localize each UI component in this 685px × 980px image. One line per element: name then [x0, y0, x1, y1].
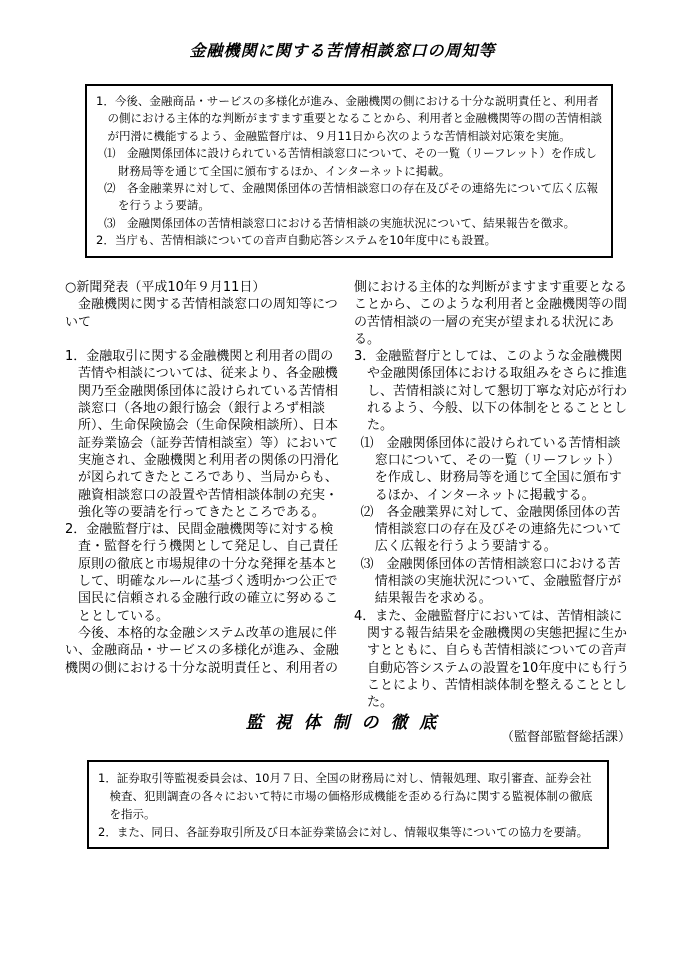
surveillance-box — [87, 760, 609, 849]
document-title: 金融機関に関する苦情相談窓口の周知等 — [189, 41, 496, 60]
summary-item-1-sub-3: ⑶ 金融関係団体の苦情相談窓口における苦情相談の実施状況について、結果報告を徴求。 — [104, 215, 576, 230]
body-paragraph-3-sub-1: ⑴ 金融関係団体に設けられている苦情相談窓口について、その一覧（リーフレット）を作成し、財務局等を通じて全国に頒布するほか、インターネットに掲載する。 — [360, 435, 622, 503]
body-paragraph-2-continued: 今後、本格的な金融システム改革の進展に伴い、金融商品・サービスの多様化が進み、金融機関の側における十分な説明責任と、利用者の — [65, 625, 339, 676]
press-release-body — [65, 279, 631, 746]
surveillance-item-1: 1．証券取引等監視委員会は、10月７日、全国の財務局に対し、情報処理、取引審査、証券会社検査、犯則調査の各々において特に市場の価格形成機能を歪める行為に関する監視体制の徹底を指示。 — [98, 771, 593, 821]
press-release-subject: 金融機関に関する苦情相談窓口の周知等について — [65, 297, 338, 330]
body-paragraph-3-sub-2: ⑵ 各金融業界に対して、金融関係団体の苦情相談窓口の存在及びその連絡先について広く広報を行うよう要請する。 — [360, 504, 622, 555]
summary-box — [85, 84, 613, 258]
left-column — [65, 279, 342, 746]
summary-item-1: 1．今後、金融商品・サービスの多様化が進み、金融機関の側における十分な説明責任と、利用者の側における主体的な判断がますます重要となることから、利用者と金融機関等の間の苦情相談が円滑に機能するよう、金融監督庁は、９月11日から次のような苦情相談対応策を実施。 — [96, 94, 602, 143]
surveillance-item-2: 2．また、同日、各証券取引所及び日本証券業協会に対し、情報収集等についての協力を要請。 — [98, 825, 589, 839]
press-release-heading-line: ○新聞発表（平成10年９月11日） — [65, 280, 266, 295]
summary-item-1-sub-2: ⑵ 各金融業界に対して、金融関係団体の苦情相談窓口の存在及びその連絡先について広く広報を行うよう要請。 — [104, 181, 599, 213]
summary-item-1-sub-1: ⑴ 金融関係団体に設けられている苦情相談窓口について、その一覧（リーフレット）を作成し財務局等を通じて全国に頒布するほか、インターネットに掲載。 — [104, 146, 597, 178]
body-paragraph-3-sub-3: ⑶ 金融関係団体の苦情相談窓口における苦情相談の実施状況について、金融監督庁が結果報告を求める。 — [360, 556, 622, 607]
body-paragraph-2: 2．金融監督庁は、民間金融機関等に対する検査・監督を行う機関として発足し、自己責任原則の徹底と市場規律の十分な発揮を基本として、明確なルールに基づく透明かつ公正で国民に信頼される金融行政の確立に努めることとしている。 — [65, 522, 339, 624]
body-paragraph-4: 4．また、金融監督庁においては、苦情相談に関する報告結果を金融機関の実態把握に生かすとともに、自らも苦情相談についての音声自動応答システムの設置を10年度中にも行うことにより、苦情相談体制を整えることとした。 — [354, 608, 630, 711]
body-paragraph-3: 3．金融監督庁としては、このような金融機関や金融関係団体における取組みをさらに推進し、苦情相談に対して懇切丁寧な対応が行われるよう、今般、以下の体制をとることとした。 — [354, 349, 628, 434]
section-title-surveillance: 監 視 体 制 の 徹 底 — [245, 713, 440, 733]
body-paragraph-1: 1．金融取引に関する金融機関と利用者の間の苦情や相談については、従来より、各金融機関乃至金融関係団体に設けられている苦情相談窓口（各地の銀行協会（銀行よろず相談所）、生命保険協会（生命保険相談所）、日本証券業協会（証券苦情相談室）等）において実施され、金融機関と利用者の関係の円滑化が図られてきたところであり、当局からも、融資相談窓口の設置や苦情相談体制の充実・強化等の要請を行ってきたところである。 — [65, 349, 339, 520]
right-column — [354, 279, 631, 746]
summary-item-2: 2．当庁も、苦情相談についての音声自動応答システムを10年度中にも設置。 — [96, 233, 497, 248]
body-paragraph-2-overflow: 側における主体的な判断がますます重要となることから、このような利用者と金融機関等の間の苦情相談の一層の充実が望まれる状況にある。 — [354, 280, 628, 347]
department-credit: （監督部監督総括課） — [500, 729, 631, 745]
